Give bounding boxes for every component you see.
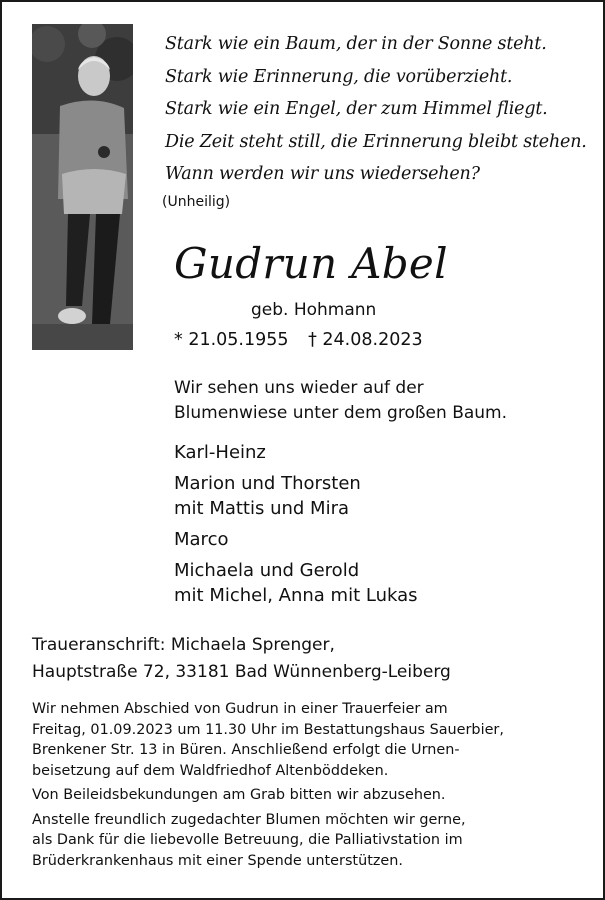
details-line: Wir nehmen Abschied von Gudrun in einer Trauerfeier am <box>32 701 448 717</box>
mourner-group <box>174 471 418 521</box>
mourner-line: Marion und Thorsten <box>174 473 361 494</box>
mourner-group <box>174 440 418 465</box>
maiden-name: geb. Hohmann <box>251 300 377 320</box>
details-line: als Dank für die liebevolle Betreuung, die Palliativstation im <box>32 832 463 848</box>
details-line: beisetzung auf dem Waldfriedhof Altenböddeken. <box>32 762 389 779</box>
address-line: Traueranschrift: Michaela Sprenger, <box>32 635 335 655</box>
poem-line: Stark wie ein Engel, der zum Himmel fliegt. <box>165 99 548 119</box>
mourner-group <box>174 527 418 552</box>
details-line: Freitag, 01.09.2023 um 11.30 Uhr im Bestattungshaus Sauerbier, <box>32 721 504 738</box>
details-line: Brenkener Str. 13 in Büren. Anschließend erfolgt die Urnen- <box>32 742 460 758</box>
mourner-line: mit Mattis und Mira <box>174 498 350 519</box>
details-line: Von Beileidsbekundungen am Grab bitten wir abzusehen. <box>32 787 446 803</box>
portrait-photo <box>32 24 133 350</box>
mourner-line: mit Michel, Anna mit Lukas <box>174 585 418 606</box>
death-date: † 24.08.2023 <box>308 330 423 350</box>
details-paragraph <box>32 810 504 872</box>
deceased-name: Gudrun Abel <box>174 239 448 288</box>
mourners-list <box>174 440 418 614</box>
details-paragraph <box>32 785 504 806</box>
mourner-line: Karl-Heinz <box>174 442 266 463</box>
life-dates <box>174 330 423 350</box>
poem-line: Wann werden wir uns wiedersehen? <box>165 164 480 184</box>
poem-source: (Unheilig) <box>162 194 231 210</box>
details-paragraph <box>32 699 504 781</box>
motto-line: Blumenwiese unter dem großen Baum. <box>174 403 508 423</box>
address-line: Hauptstraße 72, 33181 Bad Wünnenberg-Leiberg <box>32 662 451 682</box>
funeral-details <box>32 699 504 875</box>
mourner-line: Marco <box>174 529 229 550</box>
details-line: Anstelle freundlich zugedachter Blumen möchten wir gerne, <box>32 811 466 828</box>
poem <box>165 28 587 191</box>
details-line: Brüderkrankenhaus mit einer Spende unterstützen. <box>32 852 403 869</box>
birth-date: * 21.05.1955 <box>174 330 289 350</box>
motto-line: Wir sehen uns wieder auf der <box>174 378 424 398</box>
mourning-address <box>32 632 451 686</box>
motto <box>174 376 507 426</box>
mourner-line: Michaela und Gerold <box>174 560 360 581</box>
poem-line: Stark wie ein Baum, der in der Sonne steht. <box>165 34 547 54</box>
poem-line: Die Zeit steht still, die Erinnerung bleibt stehen. <box>165 131 587 152</box>
mourner-group <box>174 558 418 608</box>
poem-line: Stark wie Erinnerung, die vorüberzieht. <box>165 66 513 87</box>
